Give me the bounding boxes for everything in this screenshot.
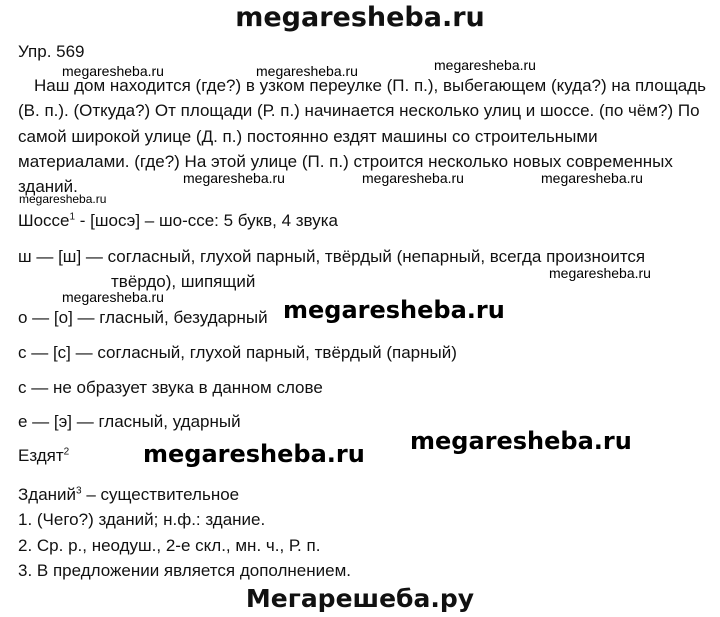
shosse-word: Шоссе xyxy=(18,211,70,230)
watermark: megaresheba.ru xyxy=(183,170,285,186)
watermark: megaresheba.ru xyxy=(549,265,651,281)
zdaniy-word: Зданий xyxy=(18,485,77,504)
paragraph-line: самой широкой улице (Д. п.) постоянно ездят машины со строительными xyxy=(18,127,598,146)
watermark: megaresheba.ru xyxy=(19,192,107,206)
exercise-title: Упр. 569 xyxy=(18,42,85,61)
analysis-point: 3. В предложении является дополнением. xyxy=(18,561,351,580)
footnote-mark: 3 xyxy=(76,485,82,497)
zdaniy-line xyxy=(18,485,239,505)
watermark: megaresheba.ru xyxy=(62,289,164,305)
footer-site: Мегарешеба.ру xyxy=(245,584,475,613)
watermark: megaresheba.ru xyxy=(256,63,358,79)
shosse-transcription: - [шосэ] – шо-ссе: 5 букв, 4 звука xyxy=(75,211,338,230)
watermark: megaresheba.ru xyxy=(362,170,464,186)
watermark: megaresheba.ru xyxy=(541,170,643,186)
watermark-large: megaresheba.ru xyxy=(410,427,632,455)
header-site: megaresheba.ru xyxy=(235,2,485,33)
analysis-point: 2. Ср. р., неодуш., 2-е скл., мн. ч., Р. п. xyxy=(18,536,321,555)
watermark: megaresheba.ru xyxy=(62,63,164,79)
paragraph-line: (В. п.). (Откуда?) От площади (Р. п.) начинается несколько улиц и шоссе. (по чём?) По xyxy=(18,101,700,120)
ezdyat-word: Ездят xyxy=(18,446,64,465)
paragraph-line: материалами. (где?) На этой улице (П. п.) строится несколько новых современных xyxy=(18,152,673,171)
footnote-mark: 1 xyxy=(69,211,76,223)
sound-line-continuation: твёрдо), шипящий xyxy=(111,272,256,291)
paragraph-line: Наш дом находится (где?) в узком переулке (П. п.), выбегающем (куда?) на площадь xyxy=(34,76,706,95)
sound-line: с — [с] — согласный, глухой парный, твёрдый (парный) xyxy=(18,343,457,362)
paragraph-line: зданий. xyxy=(18,177,78,196)
watermark-large: megaresheba.ru xyxy=(283,296,505,324)
sound-line: о — [о] — гласный, безударный xyxy=(18,308,268,327)
shosse-line xyxy=(18,211,338,231)
watermark-large: megaresheba.ru xyxy=(143,440,365,468)
sound-line: ш — [ш] — согласный, глухой парный, твёрдый (непарный, всегда произноится xyxy=(18,247,646,266)
sound-line: с — не образует звука в данном слове xyxy=(18,378,323,397)
ezdyat-line xyxy=(18,446,69,466)
analysis-point: 1. (Чего?) зданий; н.ф.: здание. xyxy=(18,510,266,529)
watermark: megaresheba.ru xyxy=(434,57,536,73)
sound-line: е — [э] — гласный, ударный xyxy=(18,412,241,431)
footnote-mark: 2 xyxy=(63,446,70,458)
zdaniy-part-of-speech: – существительное xyxy=(81,485,240,504)
